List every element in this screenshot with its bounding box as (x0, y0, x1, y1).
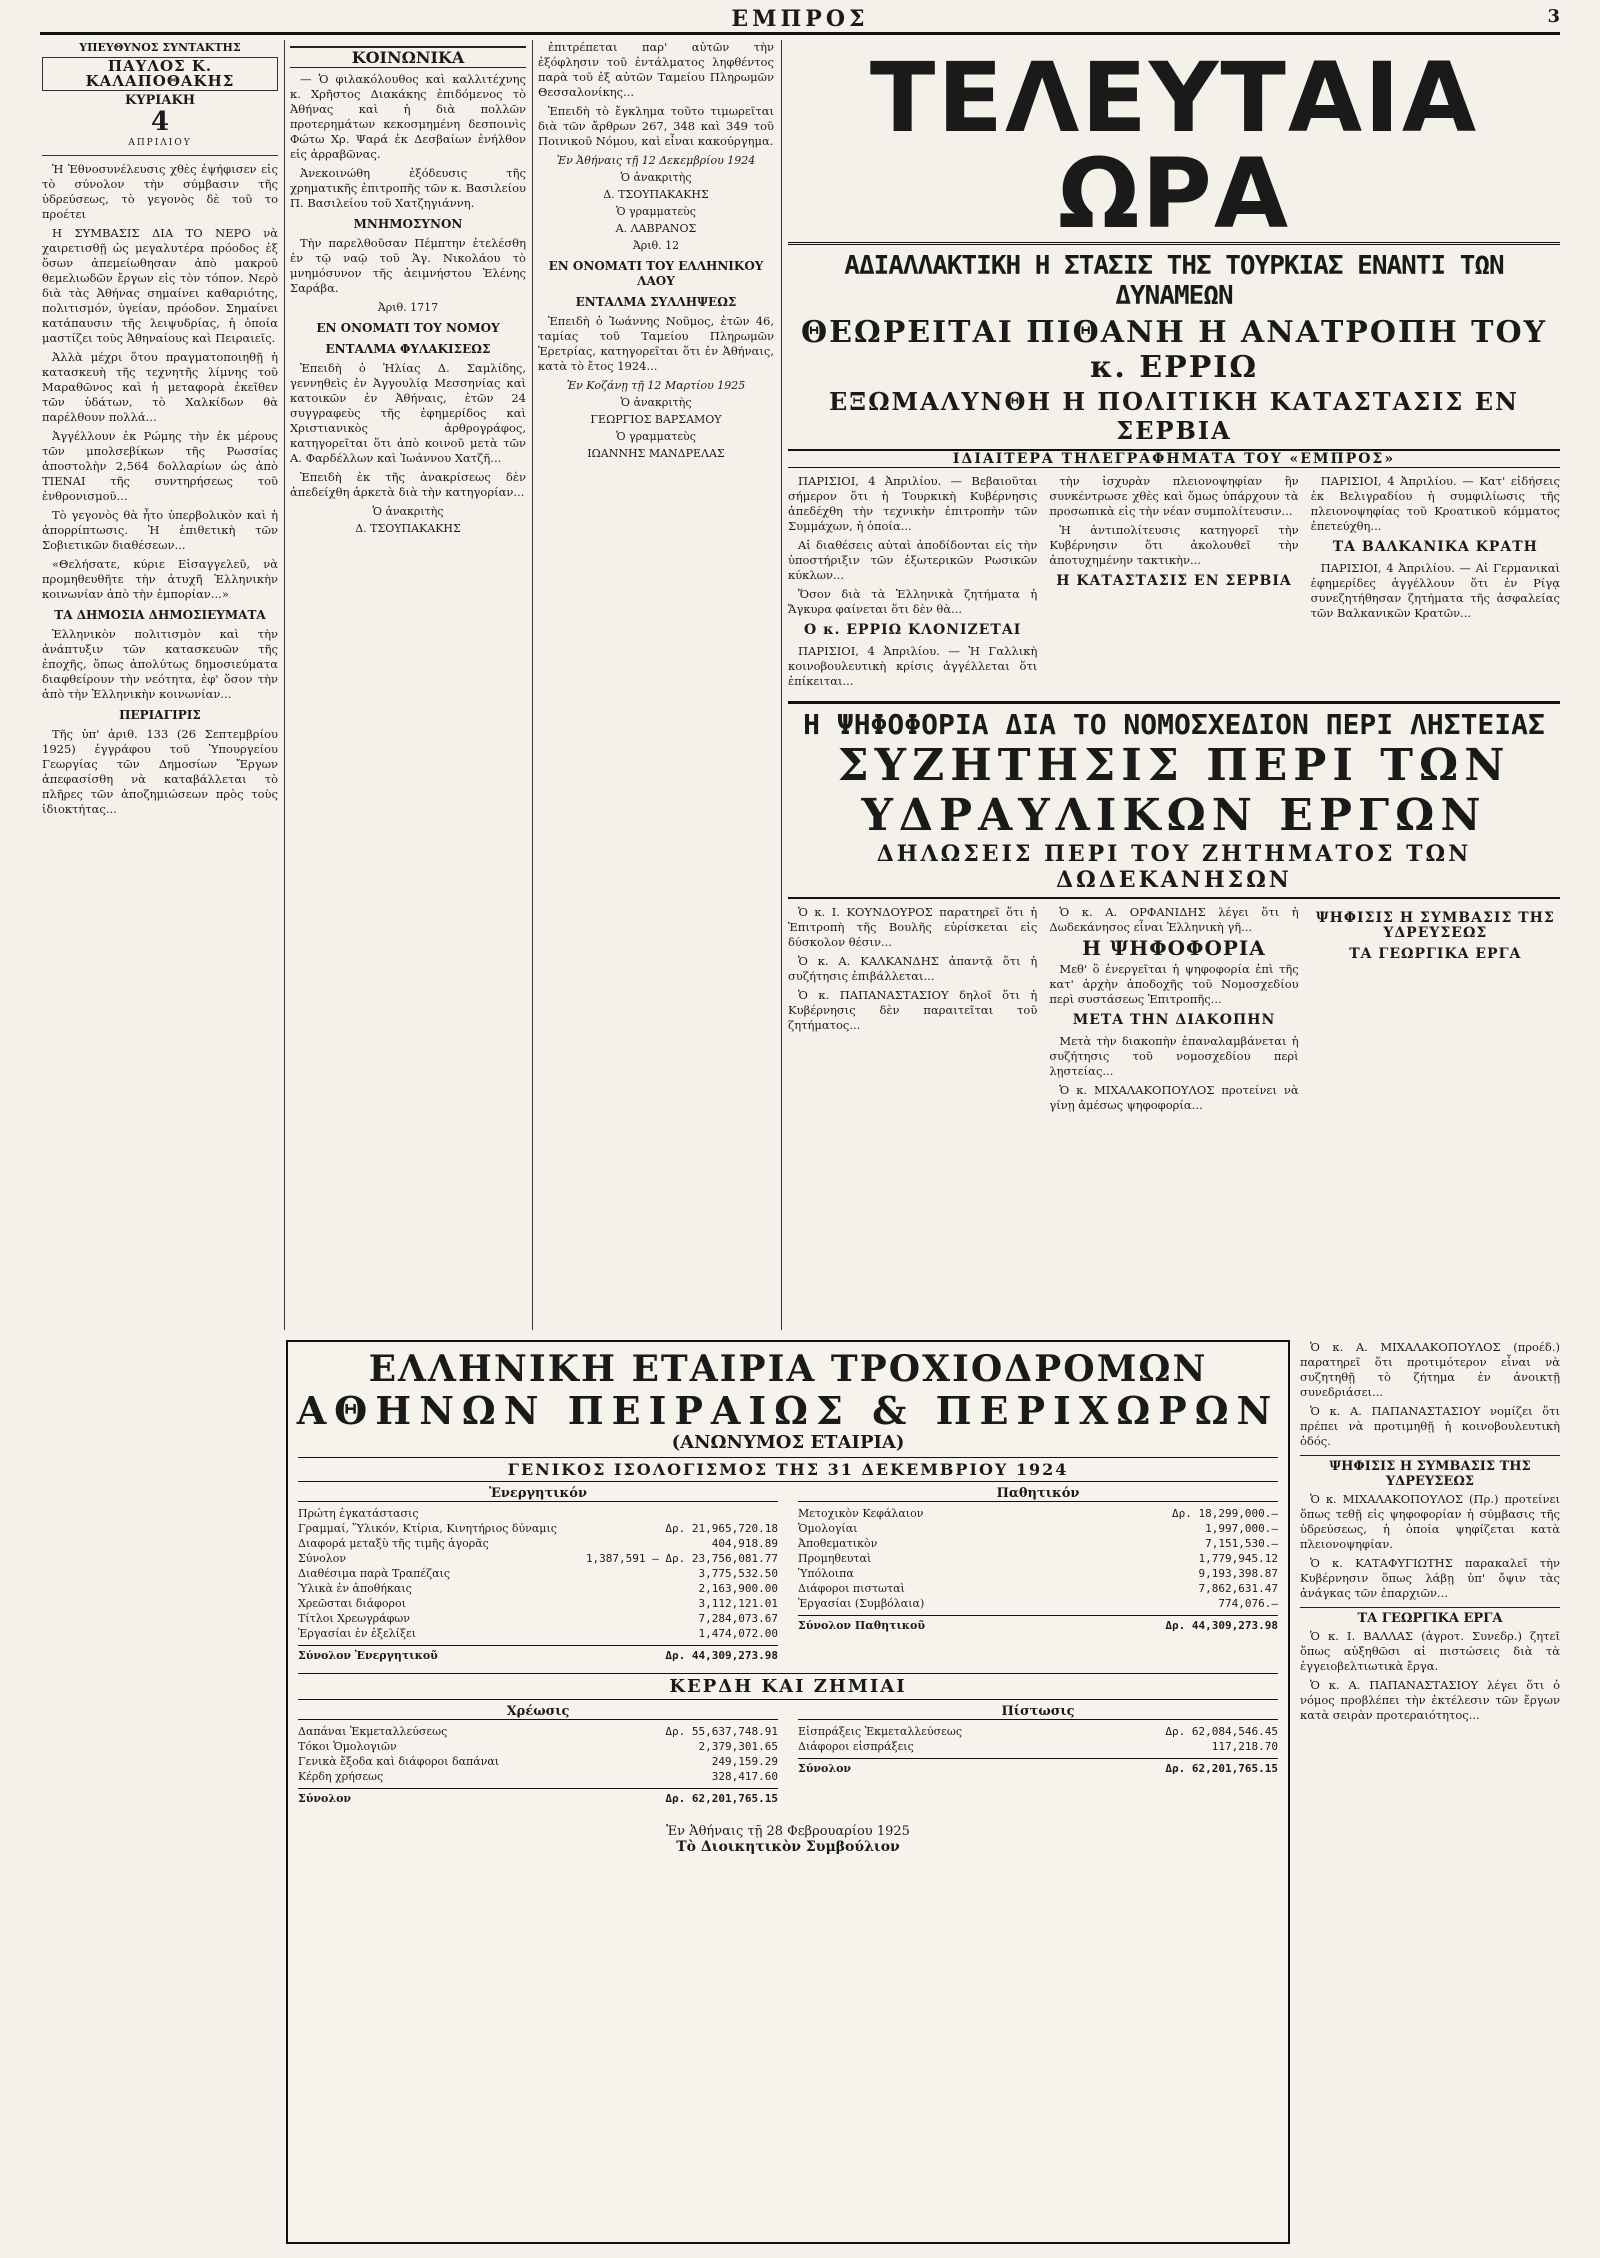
sub-headline: Η ΚΑΤΑΣΤΑΣΙΣ ΕΝ ΣΕΡΒΙΑ (1056, 573, 1292, 589)
article-paragraph: Ἐπειδὴ ὁ Ἰωάννης Νοῦμος, ἐτῶν 46, ταμίας τοῦ Ταμείου Πληρωμῶν Ἐρετρίας, κατηγορεῖται ὅτι ἐν Ἀθήναις, κατὰ τὸ ἔτος 1924... (538, 314, 774, 373)
ledger-row (798, 1566, 1278, 1581)
article-paragraph: τὴν ἰσχυρὰν πλειονοψηφίαν ἣν συνκέντρωσε χθὲς καὶ ὅμως ὑπάρχουν τὰ προσωπικὰ εἰς τὴν νέαν συμπολίτευσιν... (1049, 474, 1299, 518)
news-column (1049, 905, 1298, 1117)
news-column (788, 905, 1037, 1117)
liabilities-column (798, 1486, 1278, 1663)
column-3 (538, 40, 774, 1330)
article-paragraph: Ἐπειδὴ τὸ ἔγκλημα τοῦτο τιμωρεῖται διὰ τῶν ἄρθρων 267, 348 καὶ 349 τοῦ Ποινικοῦ Νόμου, καὶ εἶναι κακούργημα. (538, 104, 774, 148)
dateline-header: ΙΔΙΑΙΤΕΡΑ ΤΗΛΕΓΡΑΦΗΜΑΤΑ ΤΟΥ «ΕΜΠΡΟΣ» (788, 449, 1560, 468)
sub-headline: Η ΨΗΦΟΦΟΡΙΑ (1082, 936, 1266, 960)
reference-number: Ἀριθ. 1717 (377, 301, 439, 314)
section-title: ΕΝ ΟΝΟΜΑΤΙ ΤΟΥ ΝΟΜΟΥ (316, 321, 500, 335)
sub-headline: ΤΑ ΒΑΛΚΑΝΙΚΑ ΚΡΑΤΗ (1332, 539, 1538, 555)
ledger-row (298, 1551, 778, 1566)
ledger-row (798, 1615, 1278, 1633)
article-paragraph: Μετὰ τὴν διακοπὴν ἐπαναλαμβάνεται ἡ συζήτησις τοῦ νομοσχεδίου περὶ λῃστείας... (1049, 1034, 1299, 1078)
ledger-label: Ἐργασίαι ἐν ἐξελίξει (298, 1627, 417, 1640)
article-paragraph: Τὸ γεγονὸς θὰ ἦτο ὑπερβολικὸν καὶ ἡ ἀπορρίπτωσις. Ἡ ἐπιθετικὴ τῶν Σοβιετικῶν διαθέσεων... (42, 508, 278, 552)
article-paragraph: Ὅσον διὰ τὰ Ἑλληνικὰ ζητήματα ἡ Ἄγκυρα φαίνεται ὅτι δὲν θὰ... (788, 587, 1038, 616)
signature-role: Ὁ γραμματεὺς (616, 430, 696, 443)
article-paragraph: Ἐπειδὴ ἐκ τῆς ἀνακρίσεως δὲν ἀπεδείχθη ἀρκετὰ διὰ τὴν κατηγορίαν... (290, 470, 526, 499)
ledger-amount: 3,775,532.50 (698, 1567, 778, 1580)
article-paragraph: Ὁ κ. ΜΙΧΑΛΑΚΟΠΟΥΛΟΣ προτείνει νὰ γίνῃ ἀμέσως ψηφοφορία... (1049, 1083, 1299, 1112)
debit-column (298, 1704, 778, 1806)
column-1 (42, 40, 278, 2210)
article-paragraph: ΠΑΡΙΣΙΟΙ, 4 Ἀπριλίου. — Ἡ Γαλλικὴ κοινοβουλευτικὴ κρίσις ἀγγέλλεται ὅτι ἐπίκειται... (788, 644, 1038, 688)
balance-grid (298, 1486, 1278, 1663)
headline: ΑΔΙΑΛΛΑΚΤΙΚΗ Η ΣΤΑΣΙΣ ΤΗΣ ΤΟΥΡΚΙΑΣ ΕΝΑΝΤΙ ΤΩΝ ΔΥΝΑΜΕΩΝ (844, 251, 1504, 311)
ledger-row (298, 1788, 778, 1806)
ledger-label: Διάφοροι πιστωταὶ (798, 1582, 905, 1595)
ledger-amount: 774,076.— (1218, 1597, 1278, 1610)
section-title: ΤΑ ΔΗΜΟΣΙΑ ΔΗΜΟΣΙΕΥΜΑΤΑ (54, 608, 266, 622)
ledger-amount: Δρ. 44,309,273.98 (665, 1649, 778, 1662)
ledger-row (798, 1739, 1278, 1754)
sub-headline: ΜΕΤΑ ΤΗΝ ΔΙΑΚΟΠΗΝ (1072, 1012, 1276, 1028)
ledger-label: Ὑλικὰ ἐν ἀποθήκαις (298, 1582, 412, 1595)
ledger-amount: 9,193,398.87 (1198, 1567, 1278, 1580)
ledger-label: Ὑπόλοιπα (798, 1567, 854, 1580)
signature-date: Ἐν Ἀθήναις τῇ 12 Δεκεμβρίου 1924 (556, 154, 756, 167)
ledger-label: Σύνολον Ἐνεργητικοῦ (298, 1649, 438, 1662)
editor-name: ΠΑΥΛΟΣ Κ. ΚΑΛΑΠΟΘΑΚΗΣ (42, 57, 278, 91)
liabilities-header: Παθητικόν (798, 1486, 1278, 1502)
article-paragraph: Ἐπειδὴ ὁ Ἠλίας Δ. Σαμλίδης, γεννηθεὶς ἐν Ἀγγουλίᾳ Μεσσηνίας καὶ κατοικῶν ἐν Ἀθήναις, ἐτῶν 24 συγγραφεὺς τῆς ἐφημερίδος καὶ Χριστιανικὸς ἀρθρογράφος, κατηγορεῖται ὅτι ἀπὸ κοινοῦ μετὰ τῶν Α. Φαρδέλλων καὶ Ἰωάννου Χατζῆ... (290, 361, 526, 465)
article-paragraph: Ὁ κ. ΚΑΤΑΦΥΓΙΩΤΗΣ παρακαλεῖ τὴν Κυβέρνησιν ὅπως λάβῃ ὑπ' ὄψιν τὰς ἀνάγκας τῶν ἐπαρχιῶν... (1300, 1556, 1560, 1600)
ledger-label: Κέρδη χρήσεως (298, 1770, 384, 1783)
article-paragraph: Ἡ Ἐθνοσυνέλευσις χθὲς ἐψήφισεν εἰς τὸ σύνολον τὴν σύμβασιν τῆς ὑδρεύσεως, τὸ γεγονὸς δὲ τοῦ το προέτει (42, 162, 278, 221)
ledger-label: Μετοχικὸν Κεφάλαιον (798, 1507, 924, 1520)
sub-headline: ΨΗΦΙΣΙΣ Η ΣΥΜΒΑΣΙΣ ΤΗΣ ΥΔΡΕΥΣΕΩΣ (1300, 1455, 1560, 1489)
article-paragraph: «Θελήσατε, κύριε Εἰσαγγελεῦ, νὰ προμηθευθῆτε τὴν ἀτυχῆ Ἑλληνικὴν κοινωνίαν ἀπὸ τὴν ἐμπορίαν...» (42, 557, 278, 601)
ledger-label: Προμηθευταὶ (798, 1552, 872, 1565)
signature-name: ΙΩΑΝΝΗΣ ΜΑΝΔΡΕΛΑΣ (587, 447, 725, 460)
ledger-label: Ἐργασίαι (Συμβόλαια) (798, 1597, 925, 1610)
sub-headline: ΤΑ ΓΕΩΡΓΙΚΑ ΕΡΓΑ (1300, 1607, 1560, 1626)
ledger-row (798, 1758, 1278, 1776)
ledger-row (298, 1611, 778, 1626)
ledger-amount: Δρ. 55,637,748.91 (665, 1725, 778, 1738)
page-number: 3 (1547, 6, 1560, 27)
ledger-label: Χρεῶσται διάφοροι (298, 1597, 406, 1610)
ledger-row (798, 1596, 1278, 1611)
banner-headline: ΤΕΛΕΥΤΑΙΑ ΩΡΑ (788, 50, 1560, 245)
ledger-label: Διαφορά μεταξὺ τῆς τιμῆς ἀγορᾶς (298, 1537, 489, 1550)
article-paragraph: Τῆς ὑπ' ἀριθ. 133 (26 Σεπτεμβρίου 1925) ἐγγράφου τοῦ Ὑπουργείου Γεωργίας τῶν Δημοσίων Ἔργων ἀπεφασίσθη νὰ καταβάλλεται τὸ πλῆρες τῶν ἀποζημιώσεων πρὸς τοὺς ἰδιοκτήτας... (42, 727, 278, 816)
ledger-amount: 7,284,073.67 (698, 1612, 778, 1625)
article-paragraph: — Ὁ φιλακόλουθος καὶ καλλιτέχνης κ. Χρῆστος Διακάκης ἐπιδόμενος τὸ Ἀθήνας καὶ ἡ διὰ πολλῶν προτερημάτων κεκοσμημένη δεσποινὶς Φώτω Χρ. Ψαρά ἐκ Δεσβαίων ἐνήλθον εἰς ἀρραβῶνας. (290, 72, 526, 161)
day-label: ΚΥΡΙΑΚΗ (124, 93, 196, 108)
ledger-row (298, 1566, 778, 1581)
profit-loss-title: ΚΕΡΔΗ ΚΑΙ ΖΗΜΙΑΙ (298, 1673, 1278, 1700)
ledger-amount: 7,862,631.47 (1198, 1582, 1278, 1595)
signature-name: Δ. ΤΣΟΥΠΑΚΑΚΗΣ (355, 522, 461, 535)
ledger-amount: 1,387,591 — Δρ. 23,756,081.77 (585, 1552, 778, 1565)
ad-balance-title: ΓΕΝΙΚΟΣ ΙΣΟΛΟΓΙΣΜΟΣ ΤΗΣ 31 ΔΕΚΕΜΒΡΙΟΥ 1924 (298, 1457, 1278, 1482)
date-number: 4 (150, 107, 170, 137)
signature-role: Ὁ ἀνακριτὴς (620, 171, 692, 184)
section-title-social: ΚΟΙΝΩΝΙΚΑ (290, 46, 526, 68)
signature-role: Ὁ ἀνακριτὴς (372, 505, 444, 518)
ledger-amount: Δρ. 62,201,765.15 (1165, 1762, 1278, 1775)
ledger-row (298, 1724, 778, 1739)
ledger-row (298, 1754, 778, 1769)
headline: Η ΨΗΦΟΦΟΡΙΑ ΔΙΑ ΤΟ ΝΟΜΟΣΧΕΔΙΟΝ ΠΕΡΙ ΛΗΣΤΕΙΑΣ (788, 701, 1560, 741)
ledger-row (298, 1581, 778, 1596)
debit-header: Χρέωσις (298, 1704, 778, 1720)
article-paragraph: Ἀνεκοινώθη ἐξόδευσις τῆς χρηματικῆς ἐπιτροπῆς τῶν κ. Βασιλείου Π. Βασιλείου τοῦ Χατζηγιάννη. (290, 166, 526, 210)
ledger-amount: 117,218.70 (1211, 1740, 1278, 1753)
article-paragraph: Ὁ κ. ΠΑΠΑΝΑΣΤΑΣΙΟΥ δηλοῖ ὅτι ἡ Κυβέρνησις δὲν παραιτεῖται τοῦ ζητήματος... (788, 988, 1038, 1032)
article-paragraph: Ὁ κ. Α. ΠΑΠΑΝΑΣΤΑΣΙΟΥ λέγει ὅτι ὁ νόμος προβλέπει τὴν ἐκτέλεσιν τῶν ἔργων κατὰ σειρὰν προτεραιότητος... (1300, 1678, 1560, 1722)
ledger-row (798, 1536, 1278, 1551)
sub-headline: Ο κ. ΕΡΡΙΩ ΚΛΟΝΙΖΕΤΑΙ (804, 622, 1022, 638)
parliament-columns (788, 905, 1560, 1117)
article-paragraph: Ὁ κ. Ι. ΒΑΛΛΑΣ (ἀγροτ. Συνεδρ.) ζητεῖ ὅπως αὐξηθῶσι αἱ πιστώσεις διὰ τὰ ἐγγειοβελτιωτικὰ ἔργα. (1300, 1629, 1560, 1673)
ledger-row (798, 1551, 1278, 1566)
article-paragraph: ΠΑΡΙΣΙΟΙ, 4 Ἀπριλίου. — Αἱ Γερμανικαὶ ἐφημερίδες ἀγγέλλουν ὅτι ἐν Ρίγᾳ συνεζητήθησαν ζητήματα τῆς ἀσφαλείας τῶν Βαλκανικῶν Κρατῶν... (1310, 561, 1560, 620)
ledger-label: Γραμμαί, Ὕλικόν, Κτίρια, Κινητήριος δύναμις (298, 1522, 557, 1535)
signature-name: ΓΕΩΡΓΙΟΣ ΒΑΡΣΑΜΟΥ (590, 413, 722, 426)
ledger-row (298, 1506, 778, 1521)
section-title: ΠΕΡΙΑΓΙΡΙΣ (119, 708, 201, 722)
ledger-label: Διαθέσιμα παρὰ Τραπέζαις (298, 1567, 450, 1580)
article-paragraph: ἐπιτρέπεται παρ' αὐτῶν τὴν ἐξόφλησιν τοῦ ἐντάλματος ληφθέντος παρὰ τοῦ ἐξ αὐτῶν Ταμείου Πληρωμῶν Θεσσαλονίκης... (538, 40, 774, 99)
ledger-label: Πρώτη ἐγκατάστασις (298, 1507, 419, 1520)
profit-loss-grid (298, 1704, 1278, 1806)
ledger-label: Δαπάναι Ἐκμεταλλεύσεως (298, 1725, 448, 1738)
article-paragraph: Ἀλλὰ μέχρι ὅτου πραγματοποιηθῇ ἡ κατασκευὴ τῆς τεχνητῆς λίμνης τοῦ Μαραθῶνος καὶ ἡ μεταφορὰ ἐκεῖθεν τῶν ὑδάτων, τὸ Χαλκίδων θὰ παρέλθουν πολλά... (42, 350, 278, 424)
ledger-amount: 328,417.60 (711, 1770, 778, 1783)
news-column (1311, 474, 1560, 693)
column-rule (532, 40, 533, 1330)
assets-header: Ἐνεργητικόν (298, 1486, 778, 1502)
article-paragraph: Αἱ διαθέσεις αὐταὶ ἀποδίδονται εἰς τὴν ὑποστήριξιν τῶν ἐξωτερικῶν Ρωσικῶν κύκλων... (788, 538, 1038, 582)
latest-news-section (788, 40, 1560, 1117)
ledger-amount: Δρ. 18,299,000.— (1172, 1507, 1278, 1520)
article-paragraph: Τὴν παρελθοῦσαν Πέμπτην ἐτελέσθη ἐν τῷ ναῷ τοῦ Ἁγ. Νικολάου τὸ μνημόσυνον τῆς ἀειμνήστου Ἑλένης Σαράβα. (290, 236, 526, 295)
ledger-row (298, 1645, 778, 1663)
masthead (40, 6, 1560, 35)
ledger-amount: 404,918.89 (711, 1537, 778, 1550)
article-paragraph: Ἡ ἀντιπολίτευσις κατηγορεῖ τὴν Κυβέρνησιν ὅτι ἀκολουθεῖ τὴν ἀποτυχημένην τακτικὴν... (1049, 523, 1299, 567)
signature-date: Ἐν Κοζάνῃ τῇ 12 Μαρτίου 1925 (566, 379, 746, 392)
ledger-row (798, 1506, 1278, 1521)
ledger-row (298, 1626, 778, 1641)
newspaper-name: ΕΜΠΡΟΣ (731, 6, 869, 32)
ledger-label: Ἀποθεματικὸν (798, 1537, 878, 1550)
headline: ΔΗΛΩΣΕΙΣ ΠΕΡΙ ΤΟΥ ΖΗΤΗΜΑΤΟΣ ΤΩΝ ΔΩΔΕΚΑΝΗΣΩΝ (788, 841, 1560, 899)
ledger-label: Τόκοι Ὁμολογιῶν (298, 1740, 397, 1753)
sub-headline: ΤΑ ΓΕΩΡΓΙΚΑ ΕΡΓΑ (1349, 946, 1522, 962)
ledger-label: Εἰσπράξεις Ἐκμεταλλεύσεως (798, 1725, 962, 1738)
section-title: ΕΝΤΑΛΜΑ ΦΥΛΑΚΙΣΕΩΣ (325, 342, 491, 356)
ledger-amount: 3,112,121.01 (698, 1597, 778, 1610)
article-paragraph: Ὁ κ. Α. ΜΙΧΑΛΑΚΟΠΟΥΛΟΣ (προέδ.) παρατηρεῖ ὅτι προτιμότερον εἶναι νὰ συζητηθῇ τὸ ζήτημα ἐν ἀνοικτῇ συνεδριάσει... (1300, 1340, 1560, 1399)
right-lower-column (1300, 1340, 1560, 2240)
headline: ΣΥΖΗΤΗΣΙΣ ΠΕΡΙ ΤΩΝ ΥΔΡΑΥΛΙΚΩΝ ΕΡΓΩΝ (837, 740, 1511, 841)
ledger-row (798, 1724, 1278, 1739)
ledger-amount: Δρ. 62,084,546.45 (1165, 1725, 1278, 1738)
article-paragraph: Ἀγγέλλουν ἐκ Ρώμης τὴν ἐκ μέρους τῶν μπολσεβίκων τῆς Ρωσσίας ἀποστολὴν 2,564 δολλαρίων ὡς ἀπὸ ΤΙΕΝΑΙ τῆς συντηρήσεως τοῦ ἐνθρονισμοῦ... (42, 429, 278, 503)
ad-title: ΕΛΛΗΝΙΚΗ ΕΤΑΙΡΙΑ ΤΡΟΧΙΟΔΡΟΜΩΝ (368, 1348, 1208, 1390)
ad-date: Ἐν Ἀθήναις τῇ 28 Φεβρουαρίου 1925 (666, 1824, 910, 1839)
signature-role: Ὁ ἀνακριτὴς (620, 396, 692, 409)
article-paragraph: ΠΑΡΙΣΙΟΙ, 4 Ἀπριλίου. — Βεβαιοῦται σήμερον ὅτι ἡ Τουρκικὴ Κυβέρνησις ἀπεδέχθη τὴν τεχνικὴν ἐπιτροπὴν τῶν Συμμάχων, ἡ ὁποία... (788, 474, 1038, 533)
ledger-row (298, 1596, 778, 1611)
news-columns (788, 474, 1560, 693)
editor-box (42, 40, 278, 156)
headline: ΕΞΩΜΑΛΥΝΘΗ Η ΠΟΛΙΤΙΚΗ ΚΑΤΑΣΤΑΣΙΣ ΕΝ ΣΕΡΒΙΑ (829, 387, 1519, 445)
ledger-amount: 1,997,000.— (1205, 1522, 1278, 1535)
ledger-label: Σύνολον (298, 1552, 347, 1565)
article-paragraph: Ὁ κ. Α. ΠΑΠΑΝΑΣΤΑΣΙΟΥ νομίζει ὅτι πρέπει νὰ προτιμηθῇ ἡ κοινοβουλευτικὴ ὁδός. (1300, 1404, 1560, 1448)
column-2 (290, 40, 526, 1330)
article-paragraph: Ἑλληνικὸν πολιτισμὸν καὶ τὴν ἀνάπτυξιν τῶν κατασκευῶν τῆς ἐποχῆς, ὅπως ἀπολύτως δημοσιεύματα διαφθείρουν τὴν νεότητα, ἐφ' ὅσον τὴν ἀπὸ τὴν Ἑλληνικὴν κοινωνίαν... (42, 627, 278, 701)
credit-column (798, 1704, 1278, 1806)
article-paragraph: Ὁ κ. ΜΙΧΑΛΑΚΟΠΟΥΛΟΣ (Πρ.) προτείνει ὅπως τεθῇ εἰς ψηφοφορίαν ἡ σύμβασις τῆς ὑδρεύσεως, ἡ ὁποία ψηφίζεται κατὰ πλειονοψηφίαν. (1300, 1492, 1560, 1551)
ledger-label: Ὁμολογίαι (798, 1522, 858, 1535)
ledger-amount: Δρ. 44,309,273.98 (1165, 1619, 1278, 1632)
news-column (1311, 905, 1560, 1117)
section-title: ΕΝΤΑΛΜΑ ΣΥΛΛΗΨΕΩΣ (575, 295, 737, 309)
ledger-label: Σύνολον Παθητικοῦ (798, 1619, 926, 1632)
ledger-amount: Δρ. 62,201,765.15 (665, 1792, 778, 1805)
signature-name: Δ. ΤΣΟΥΠΑΚΑΚΗΣ (603, 188, 709, 201)
column-rule (284, 40, 285, 1330)
ledger-amount: 249,159.29 (711, 1755, 778, 1768)
ledger-label: Διάφοροι εἰσπράξεις (798, 1740, 914, 1753)
ledger-row (298, 1739, 778, 1754)
ledger-row (798, 1581, 1278, 1596)
ledger-label: Γενικὰ ἔξοδα καὶ διάφοροι δαπάναι (298, 1755, 500, 1768)
ledger-row (298, 1521, 778, 1536)
article-paragraph: Ὁ κ. Ι. ΚΟΥΝΔΟΥΡΟΣ παρατηρεῖ ὅτι ἡ Ἐπιτροπὴ τῆς Βουλῆς εὑρίσκεται εἰς δύσκολον θέσιν... (788, 905, 1038, 949)
article-paragraph: Ὁ κ. Α. ΟΡΦΑΝΙΔΗΣ λέγει ὅτι ἡ Δωδεκάνησος εἶναι Ἑλληνικὴ γῆ... (1049, 905, 1299, 934)
ledger-amount: 2,163,900.00 (698, 1582, 778, 1595)
news-column (788, 474, 1037, 693)
article-paragraph: Ὁ κ. Α. ΚΑΛΚΑΝΔΗΣ ἀπαντᾷ ὅτι ἡ συζήτησις ἐπιβάλλεται... (788, 954, 1038, 983)
ledger-row (798, 1521, 1278, 1536)
ledger-amount: 2,379,301.65 (698, 1740, 778, 1753)
ledger-row (298, 1536, 778, 1551)
assets-list (298, 1506, 778, 1663)
article-paragraph: ΠΑΡΙΣΙΟΙ, 4 Ἀπριλίου. — Κατ' εἰδήσεις ἐκ Βελιγραδίου ἡ συμφιλίωσις τῆς πλειονοψηφίας τοῦ Κροατικοῦ κόμματος ἐπετεύχθη... (1310, 474, 1560, 533)
ledger-amount: 7,151,530.— (1205, 1537, 1278, 1550)
ledger-row (298, 1769, 778, 1784)
credit-header: Πίστωσις (798, 1704, 1278, 1720)
ledger-label: Σύνολον (298, 1792, 352, 1805)
article-paragraph: Μεθ' ὃ ἐνεργεῖται ἡ ψηφοφορία ἐπὶ τῆς κατ' ἀρχὴν ἀποδοχῆς τοῦ Νομοσχεδίου περὶ συστάσεως Ἐπιτροπῆς... (1049, 962, 1299, 1006)
news-column (1049, 474, 1298, 693)
section-title: ΜΝΗΜΟΣΥΝΟΝ (353, 217, 463, 231)
article-paragraph: Η ΣΥΜΒΑΣΙΣ ΔΙΑ ΤΟ ΝΕΡΟ νὰ χαιρετισθῇ ὡς μεγαλυτέρα πρόοδος ἐξ ὅσων ἀπεμείωθησαν ἀπὸ μακροῦ θεμελιωδῶν ἔργων εἰς τὸν τόπον. Νερὸ διὰ τὰς Ἀθήνας σημαίνει καθαριότης, πολιτισμόν, ὑγείαν, πρόοδον. Σημαίνει κατάπαυσιν τῆς λειψυδρίας, ἡ ὁποία μαστίζει τοὺς Ἀθηναίους καὶ Πειραιεῖς. (42, 226, 278, 345)
signature-role: Ὁ γραμματεὺς (616, 205, 696, 218)
ledger-label: Σύνολον (798, 1762, 852, 1775)
headline: ΘΕΩΡΕΙΤΑΙ ΠΙΘΑΝΗ Η ΑΝΑΤΡΟΠΗ ΤΟΥ κ. ΕΡΡΙΩ (801, 315, 1547, 385)
column-rule (781, 40, 782, 1330)
editor-label: ΥΠΕΥΘΥΝΟΣ ΣΥΝΤΑΚΤΗΣ (79, 41, 241, 54)
ledger-label: Τίτλοι Χρεωγράφων (298, 1612, 410, 1625)
debit-list (298, 1724, 778, 1806)
section-title: ΕΝ ΟΝΟΜΑΤΙ ΤΟΥ ΕΛΛΗΝΙΚΟΥ ΛΑΟΥ (548, 259, 764, 288)
ledger-amount: Δρ. 21,965,720.18 (665, 1522, 778, 1535)
signature-name: Α. ΛΑΒΡΑΝΟΣ (615, 222, 697, 235)
ad-subtitle: ΑΘΗΝΩΝ ΠΕΙΡΑΙΩΣ & ΠΕΡΙΧΩΡΩΝ (296, 1388, 1280, 1433)
month-label: ΑΠΡΙΛΙΟΥ (128, 138, 192, 148)
ledger-amount: 1,474,072.00 (698, 1627, 778, 1640)
reference-number: Ἀριθ. 12 (632, 239, 680, 252)
ledger-amount: 1,779,945.12 (1198, 1552, 1278, 1565)
sub-headline: ΨΗΦΙΣΙΣ Η ΣΥΜΒΑΣΙΣ ΤΗΣ ΥΔΡΕΥΣΕΩΣ (1315, 910, 1555, 941)
liabilities-list (798, 1506, 1278, 1633)
ad-signature: Τὸ Διοικητικὸν Συμβούλιον (676, 1839, 900, 1855)
assets-column (298, 1486, 778, 1663)
credit-list (798, 1724, 1278, 1776)
ad-company-type: (ΑΝΩΝΥΜΟΣ ΕΤΑΙΡΙΑ) (671, 1432, 905, 1453)
balance-sheet-ad (286, 1340, 1290, 2244)
